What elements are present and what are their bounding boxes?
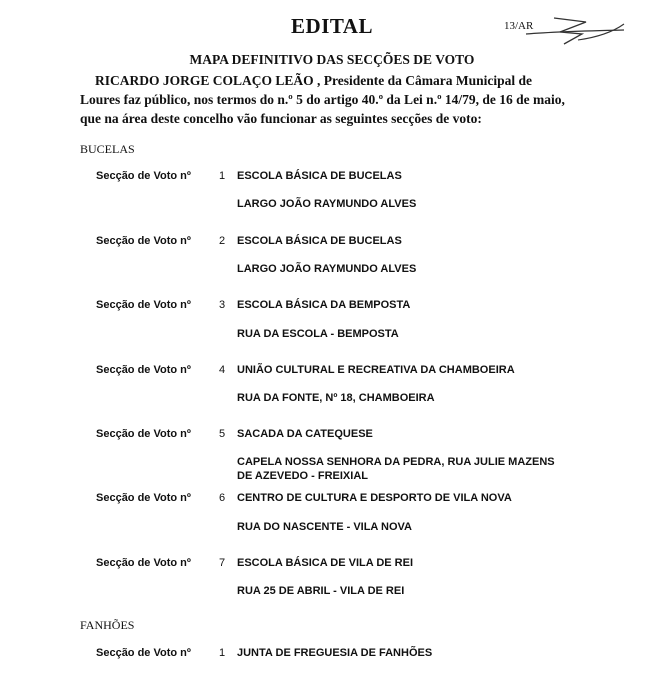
section-address: RUA DO NASCENTE - VILA NOVA [237,521,412,533]
section-address: RUA DA ESCOLA - BEMPOSTA [237,328,399,340]
section-label: Secção de Voto nº [96,428,191,440]
section-label: Secção de Voto nº [96,299,191,311]
page-title: EDITAL [291,14,373,38]
section-label: Secção de Voto nº [96,235,191,247]
section-number: 2 [219,235,226,247]
section-number: 7 [219,557,226,569]
section-number: 1 [219,647,226,659]
section-label: Secção de Voto nº [96,647,191,659]
section-address: CAPELA NOSSA SENHORA DA PEDRA, RUA JULIE MAZENS [237,456,555,468]
document-subtitle: MAPA DEFINITIVO DAS SECÇÕES DE VOTO [189,52,475,67]
section-address: LARGO JOÃO RAYMUNDO ALVES [237,198,417,210]
section-number: 4 [219,364,226,376]
document-reference: 13/AR [504,20,534,32]
section-venue: JUNTA DE FREGUESIA DE FANHÕES [237,647,433,659]
section-address: RUA DA FONTE, Nº 18, CHAMBOEIRA [237,392,435,404]
section-label: Secção de Voto nº [96,170,191,182]
signature-mark [520,10,630,52]
section-venue: SACADA DA CATEQUESE [237,428,373,440]
section-number: 3 [219,299,226,311]
section-address: DE AZEVEDO - FREIXIAL [237,470,368,482]
section-number: 6 [219,492,226,504]
section-venue: ESCOLA BÁSICA DE BUCELAS [237,235,402,247]
intro-line: Loures faz público, nos termos do n.º 5 do artigo 40.º da Lei n.º 14/79, de 16 de maio, [80,92,565,107]
section-label: Secção de Voto nº [96,557,191,569]
section-address: RUA 25 DE ABRIL - VILA DE REI [237,585,405,597]
section-label: Secção de Voto nº [96,492,191,504]
section-number: 5 [219,428,226,440]
section-venue: CENTRO DE CULTURA E DESPORTO DE VILA NOVA [237,492,512,504]
section-address: LARGO JOÃO RAYMUNDO ALVES [237,263,417,275]
section-number: 1 [219,170,226,182]
section-venue: ESCOLA BÁSICA DA BEMPOSTA [237,299,411,311]
section-venue: ESCOLA BÁSICA DE VILA DE REI [237,557,414,569]
section-venue: ESCOLA BÁSICA DE BUCELAS [237,170,402,182]
section-venue: UNIÃO CULTURAL E RECREATIVA DA CHAMBOEIRA [237,364,515,376]
parish-heading-fanhoes: FANHÕES [80,618,135,632]
intro-line: que na área deste concelho vão funcionar as seguintes secções de voto: [80,111,482,126]
intro-line: RICARDO JORGE COLAÇO LEÃO , Presidente da Câmara Municipal de [95,73,533,88]
section-label: Secção de Voto nº [96,364,191,376]
parish-heading-bucelas: BUCELAS [80,142,135,156]
